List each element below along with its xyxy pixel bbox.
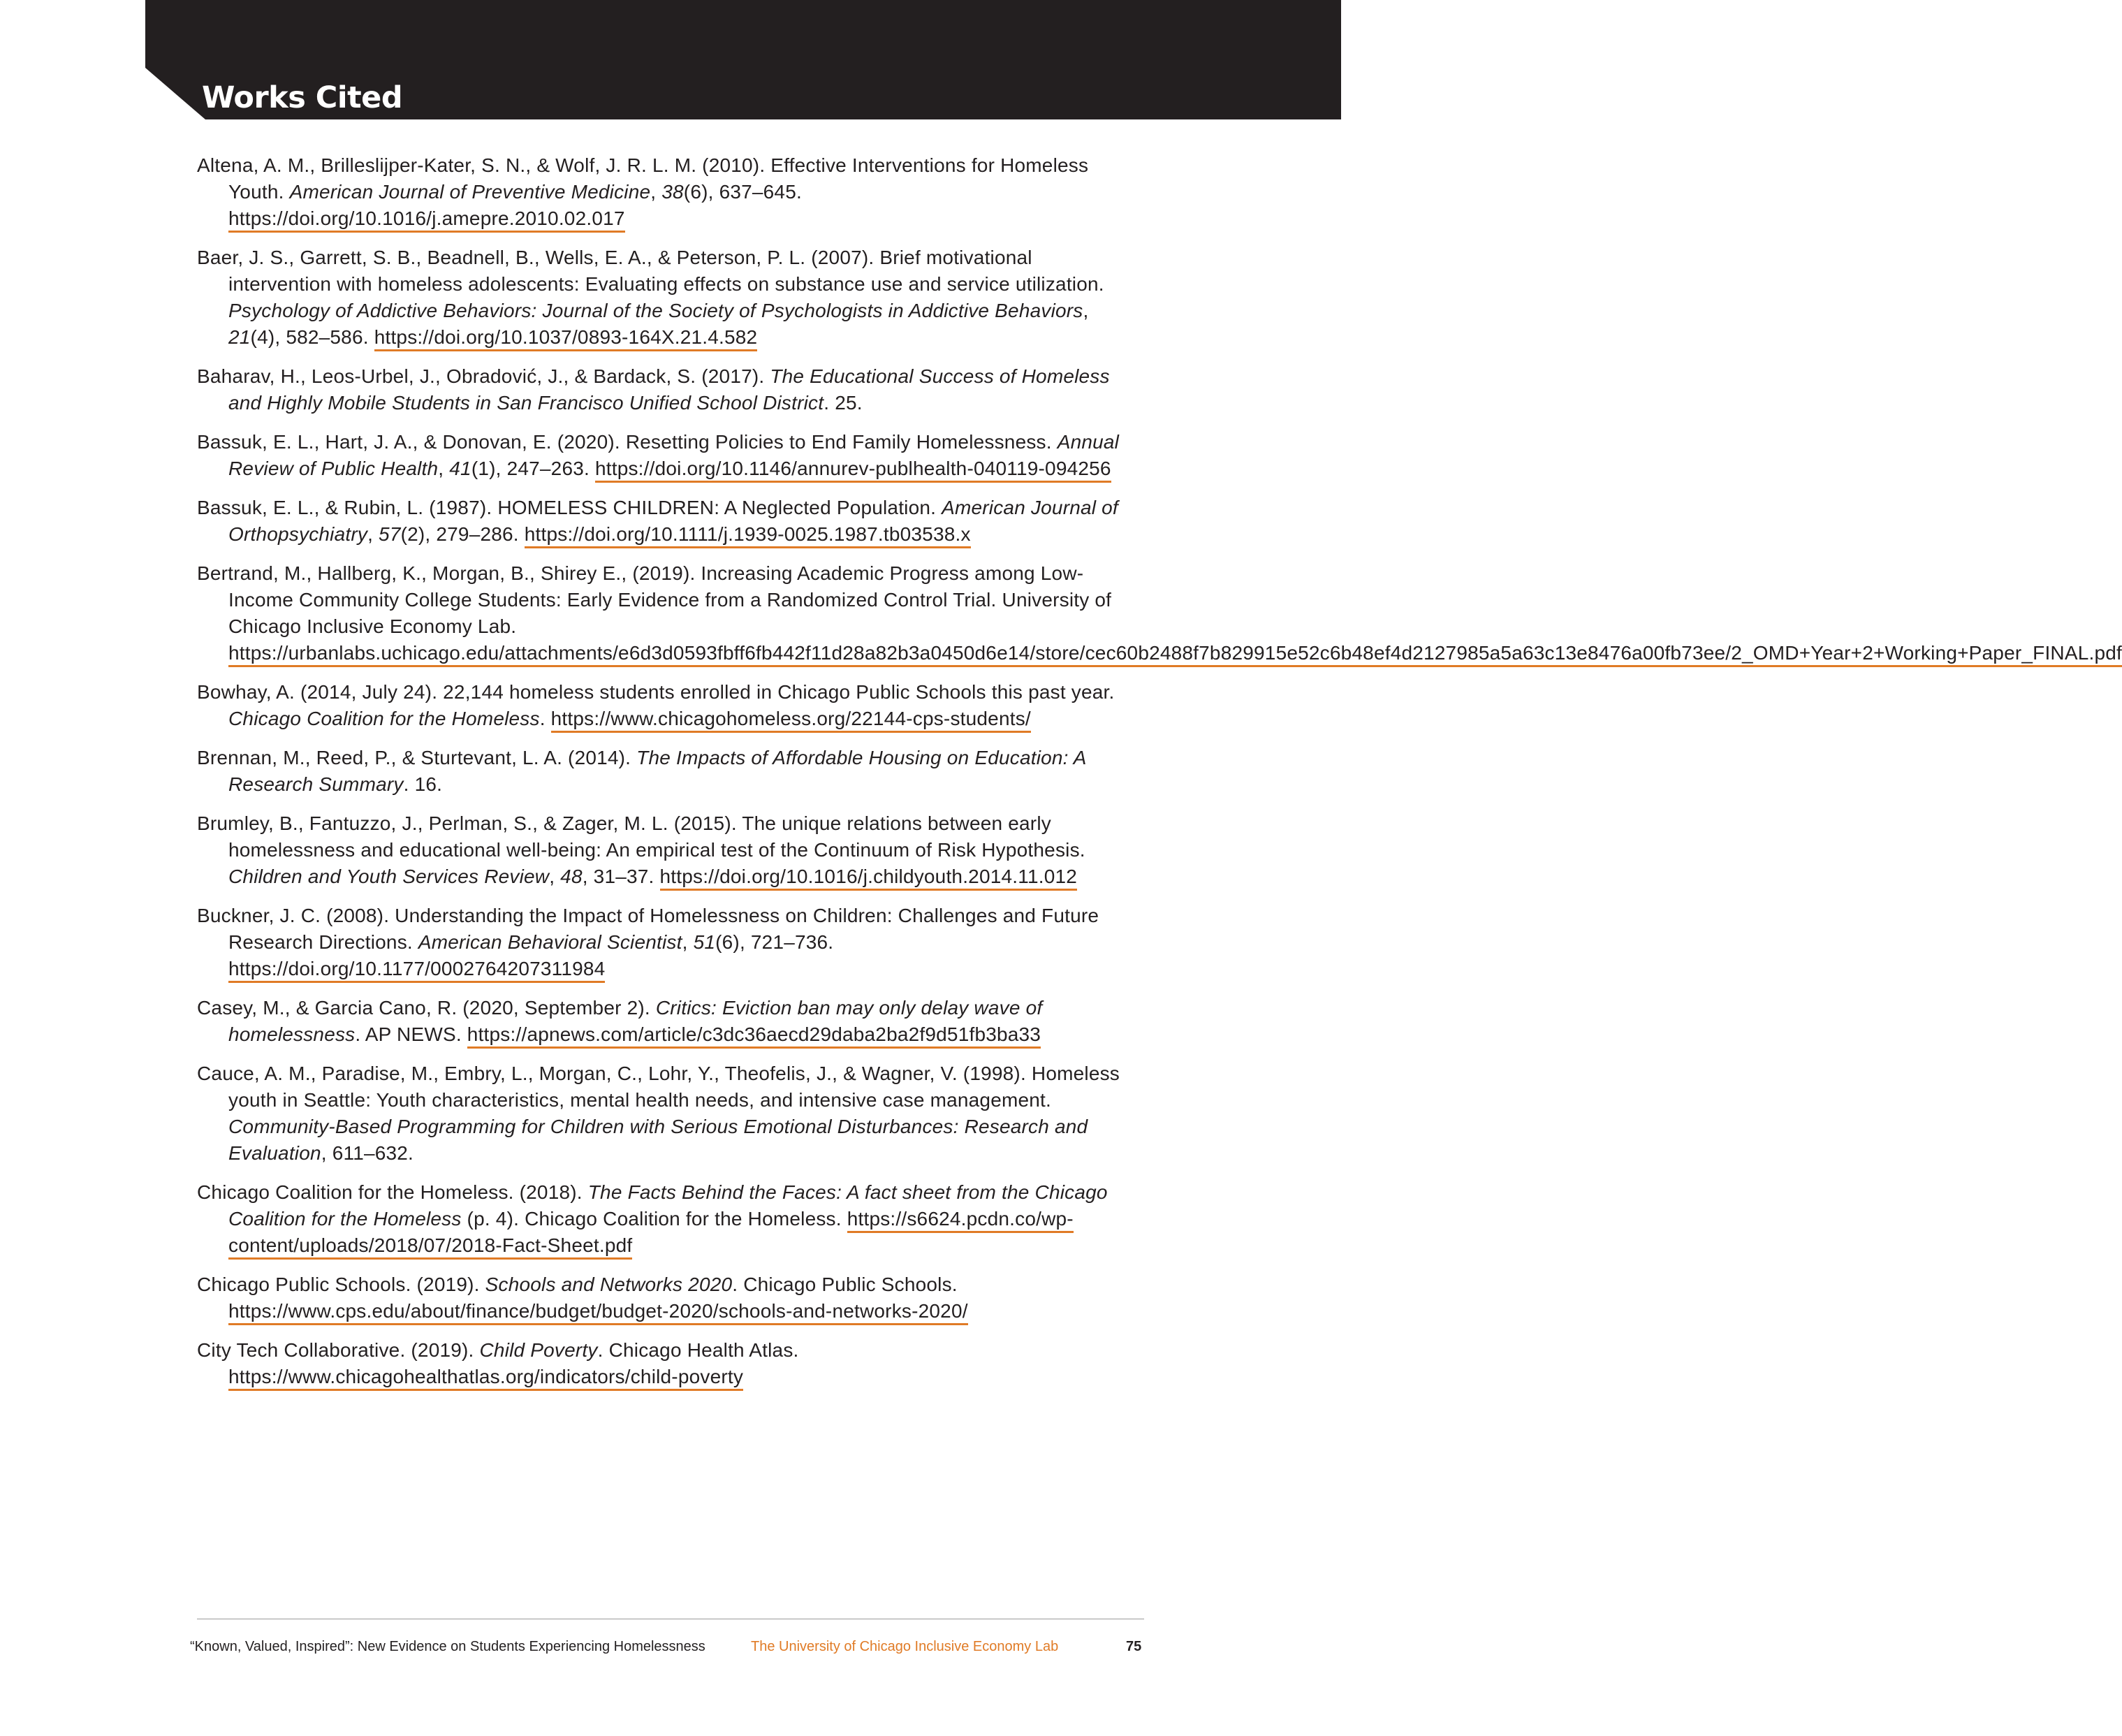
reference-entry [197, 1337, 1140, 1390]
reference-link[interactable]: https://urbanlabs.uchicago.edu/attachments/e6d3d0593fbff6fb442f11d28a82b3a0450d6e14/store/cec60b2488f7b829915e52c6b48ef4d2127985a5a63c13e8476a00fb73ee/2_OMD+Year+2+Working+Paper_FINAL.pdf [228, 642, 2122, 667]
reference-details: . 16. [403, 773, 443, 795]
reference-text: Buckner, J. C. (2008). Understanding the Impact of Homelessness on Children: Challenges and Future Research Directions. [197, 905, 1099, 953]
reference-entry [197, 245, 1140, 351]
reference-entry [197, 363, 1140, 416]
reference-volume: 48 [560, 866, 583, 887]
reference-journal: Community-Based Programming for Children with Serious Emotional Disturbances: Research and Evaluation [228, 1116, 1088, 1164]
reference-text: Chicago Coalition for the Homeless. (2018). [197, 1181, 588, 1203]
reference-volume: 57 [379, 523, 401, 545]
reference-details: . [539, 708, 551, 729]
reference-details: . Chicago Health Atlas. [597, 1339, 799, 1361]
reference-link[interactable]: https://doi.org/10.1016/j.childyouth.2014.11.012 [660, 866, 1078, 891]
reference-text: Brennan, M., Reed, P., & Sturtevant, L. A. (2014). [197, 747, 637, 768]
reference-details: , 31–37. [582, 866, 660, 887]
reference-entry [197, 429, 1140, 482]
reference-link[interactable]: https://doi.org/10.1146/annurev-publhealth-040119-094256 [595, 458, 1111, 483]
reference-text: City Tech Collaborative. (2019). [197, 1339, 480, 1361]
reference-link[interactable]: https://doi.org/10.1111/j.1939-0025.1987.tb03538.x [525, 523, 971, 548]
references-list [197, 152, 2122, 1403]
reference-details: . 25. [824, 392, 863, 414]
reference-volume: 21 [228, 326, 251, 348]
reference-journal: Child Poverty [479, 1339, 598, 1361]
reference-entry [197, 995, 1140, 1048]
reference-entry [197, 903, 1140, 982]
reference-text: Baer, J. S., Garrett, S. B., Beadnell, B., Wells, E. A., & Peterson, P. L. (2007). Brief motivational intervention with homeless adolescents: Evaluating effects on substance use and service utilization. [197, 247, 1104, 295]
reference-volume: 41 [449, 458, 471, 479]
reference-details: , 611–632. [321, 1142, 414, 1164]
reference-text: Casey, M., & Garcia Cano, R. (2020, September 2). [197, 997, 656, 1019]
reference-separator: , [549, 866, 561, 887]
reference-journal: American Journal of Orthopsychiatry [228, 497, 1118, 545]
reference-volume: 51 [693, 931, 716, 953]
reference-text: Cauce, A. M., Paradise, M., Embry, L., Morgan, C., Lohr, Y., Theofelis, J., & Wagner, V. (1998). Homeless youth in Seattle: Youth characteristics, mental health needs, and intensive case management. [197, 1063, 1120, 1111]
reference-details: (p. 4). Chicago Coalition for the Homeless. [461, 1208, 847, 1230]
reference-link[interactable]: https://doi.org/10.1177/0002764207311984 [228, 958, 605, 983]
reference-entry [197, 1271, 1140, 1325]
reference-entry [197, 745, 1140, 798]
reference-link[interactable]: https://doi.org/10.1037/0893-164X.21.4.582 [374, 326, 758, 351]
reference-entry [197, 810, 1140, 890]
reference-link[interactable]: https://www.chicagohealthatlas.org/indicators/child-poverty [228, 1366, 743, 1391]
reference-entry [197, 495, 1140, 548]
reference-separator: , [682, 931, 694, 953]
reference-details: (2), 279–286. [400, 523, 525, 545]
reference-entry [197, 1179, 1140, 1259]
reference-separator: , [1083, 300, 1089, 321]
reference-text: Chicago Public Schools. (2019). [197, 1274, 485, 1295]
reference-journal: Schools and Networks 2020 [485, 1274, 733, 1295]
reference-details: (6), 721–736. [715, 931, 834, 953]
reference-journal: The Impacts of Affordable Housing on Education: A Research Summary [228, 747, 1086, 795]
reference-entry [197, 560, 2122, 666]
reference-link[interactable]: https://www.cps.edu/about/finance/budget/budget-2020/schools-and-networks-2020/ [228, 1300, 968, 1325]
reference-separator: , [650, 181, 662, 203]
reference-details: . Chicago Public Schools. [732, 1274, 958, 1295]
reference-journal: The Educational Success of Homeless and Highly Mobile Students in San Francisco Unified School District [228, 365, 1110, 414]
reference-volume: 38 [661, 181, 684, 203]
reference-details: (6), 637–645. [683, 181, 802, 203]
reference-link[interactable]: https://s6624.pcdn.co/wp-content/uploads/2018/07/2018-Fact-Sheet.pdf [228, 1208, 1074, 1260]
reference-details: (1), 247–263. [471, 458, 595, 479]
reference-journal: Chicago Coalition for the Homeless [228, 708, 540, 729]
reference-text: Bassuk, E. L., & Rubin, L. (1987). HOMELESS CHILDREN: A Neglected Population. [197, 497, 942, 518]
reference-separator: , [367, 523, 379, 545]
reference-details: (4), 582–586. [250, 326, 374, 348]
page-title: Works Cited [202, 80, 403, 115]
reference-journal: Annual Review of Public Health [228, 431, 1120, 479]
page-number: 75 [1126, 1639, 1142, 1654]
reference-journal: Psychology of Addictive Behaviors: Journal of the Society of Psychologists in Addictive Behaviors [228, 300, 1083, 321]
reference-link[interactable]: https://apnews.com/article/c3dc36aecd29daba2ba2f9d51fb3ba33 [467, 1023, 1041, 1049]
reference-entry [197, 1060, 1140, 1167]
reference-text: Brumley, B., Fantuzzo, J., Perlman, S., & Zager, M. L. (2015). The unique relations between early homelessness and educational well-being: An empirical test of the Continuum of Risk Hypothesis. [197, 812, 1085, 861]
reference-journal: Children and Youth Services Review [228, 866, 550, 887]
reference-journal: Critics: Eviction ban may only delay wave of homelessness [228, 997, 1043, 1045]
reference-entry [197, 152, 1140, 232]
reference-journal: The Facts Behind the Faces: A fact sheet from the Chicago Coalition for the Homeless [228, 1181, 1108, 1230]
reference-text: Bassuk, E. L., Hart, J. A., & Donovan, E. (2020). Resetting Policies to End Family Homelessness. [197, 431, 1058, 453]
reference-journal: American Behavioral Scientist [418, 931, 682, 953]
footer-organization: The University of Chicago Inclusive Economy Lab [751, 1639, 1059, 1654]
footer-publication-title: “Known, Valued, Inspired”: New Evidence on Students Experiencing Homelessness [190, 1639, 705, 1654]
reference-text: Bertrand, M., Hallberg, K., Morgan, B., Shirey E., (2019). Increasing Academic Progress among Low-Income Community College Students: Early Evidence from a Randomized Control Trial. University of Chicago Inclusive Economy Lab. [197, 562, 1112, 637]
reference-link[interactable]: https://www.chicagohomeless.org/22144-cps-students/ [551, 708, 1031, 733]
reference-details: . AP NEWS. [355, 1023, 467, 1045]
reference-journal: American Journal of Preventive Medicine [289, 181, 651, 203]
reference-text: Bowhay, A. (2014, July 24). 22,144 homeless students enrolled in Chicago Public Schools this past year. [197, 681, 1115, 703]
reference-separator: , [438, 458, 450, 479]
reference-text: Baharav, H., Leos-Urbel, J., Obradović, J., & Bardack, S. (2017). [197, 365, 770, 387]
reference-link[interactable]: https://doi.org/10.1016/j.amepre.2010.02.017 [228, 207, 625, 233]
reference-entry [197, 679, 1140, 732]
reference-text: Altena, A. M., Brilleslijper-Kater, S. N., & Wolf, J. R. L. M. (2010). Effective Interventions for Homeless Youth. [197, 154, 1089, 203]
